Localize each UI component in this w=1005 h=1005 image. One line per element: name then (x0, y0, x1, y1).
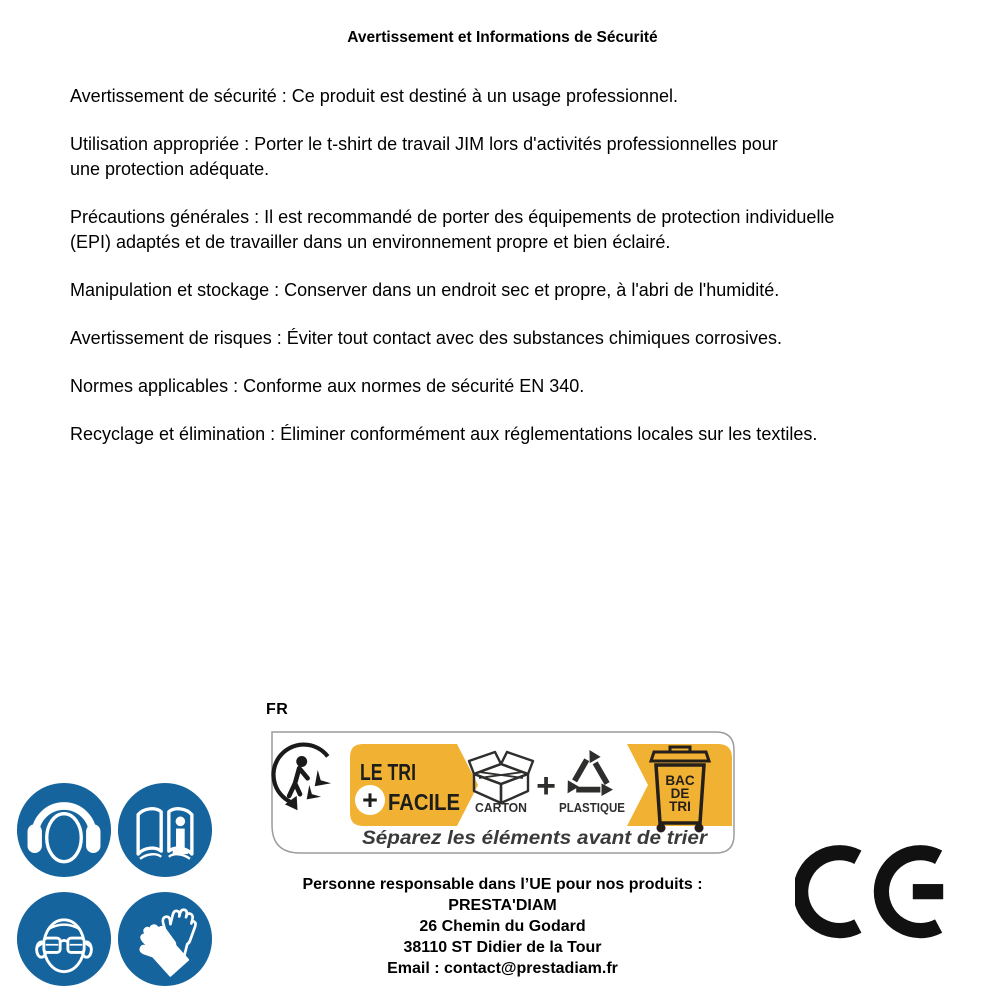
carton-label: CARTON (475, 801, 527, 815)
materials-plus-sign: + (536, 767, 556, 805)
wear-eye-protection-icon (16, 891, 112, 987)
ce-marking-icon (795, 842, 947, 947)
paragraph-general-precautions: Précautions générales : Il est recommandé de porter des équipements de protection individuelle (EPI) adaptés et de travailler dans un environnement propre et bien éclairé. (70, 207, 835, 252)
mandatory-pictograms-grid (16, 782, 213, 987)
contact-line-city: 38110 ST Didier de la Tour (403, 939, 602, 956)
wear-ear-protection-icon (16, 782, 112, 878)
paragraph-standards: Normes applicables : Conforme aux normes de sécurité EN 340. (70, 376, 585, 396)
headline-facile: FACILE (388, 789, 460, 815)
contact-line-email: Email : contact@prestadiam.fr (387, 960, 618, 977)
letri-facile-recycling-label (266, 731, 736, 855)
bin-label-de: DE (670, 786, 690, 801)
plastique-label: PLASTIQUE (559, 801, 625, 815)
headline-plus: + (362, 785, 378, 815)
contact-line-street: 26 Chemin du Godard (419, 918, 586, 935)
page-title: Avertissement et Informations de Sécurité (347, 29, 658, 46)
paragraph-safety-warning: Avertissement de sécurité : Ce produit est destiné à un usage professionnel. (70, 86, 679, 106)
paragraph-recycling: Recyclage et élimination : Éliminer conformément aux réglementations locales sur les textiles. (70, 424, 818, 444)
label-footer: Séparez les éléments avant de trier (362, 828, 709, 849)
paragraph-risk-warning: Avertissement de risques : Éviter tout contact avec des substances chimiques corrosives. (70, 328, 782, 348)
contact-line-intro: Personne responsable dans l’UE pour nos produits : (302, 876, 703, 893)
bin-label-tri: TRI (669, 799, 691, 814)
wear-protective-gloves-icon (117, 891, 213, 987)
paragraph-handling-storage: Manipulation et stockage : Conserver dans un endroit sec et propre, à l'abri de l'humidité. (70, 280, 780, 300)
fr-country-code: FR (266, 701, 289, 718)
bin-label-bac: BAC (665, 773, 695, 788)
headline-le-tri: LE TRI (360, 759, 416, 785)
contact-line-company: PRESTA'DIAM (448, 897, 557, 914)
paragraph-appropriate-use: Utilisation appropriée : Porter le t-shirt de travail JIM lors d'activités professionnelles pour une protection adéquate. (70, 134, 778, 179)
read-operators-manual-icon (117, 782, 213, 878)
responsible-person-block (250, 874, 755, 979)
safety-paragraphs (70, 84, 960, 470)
